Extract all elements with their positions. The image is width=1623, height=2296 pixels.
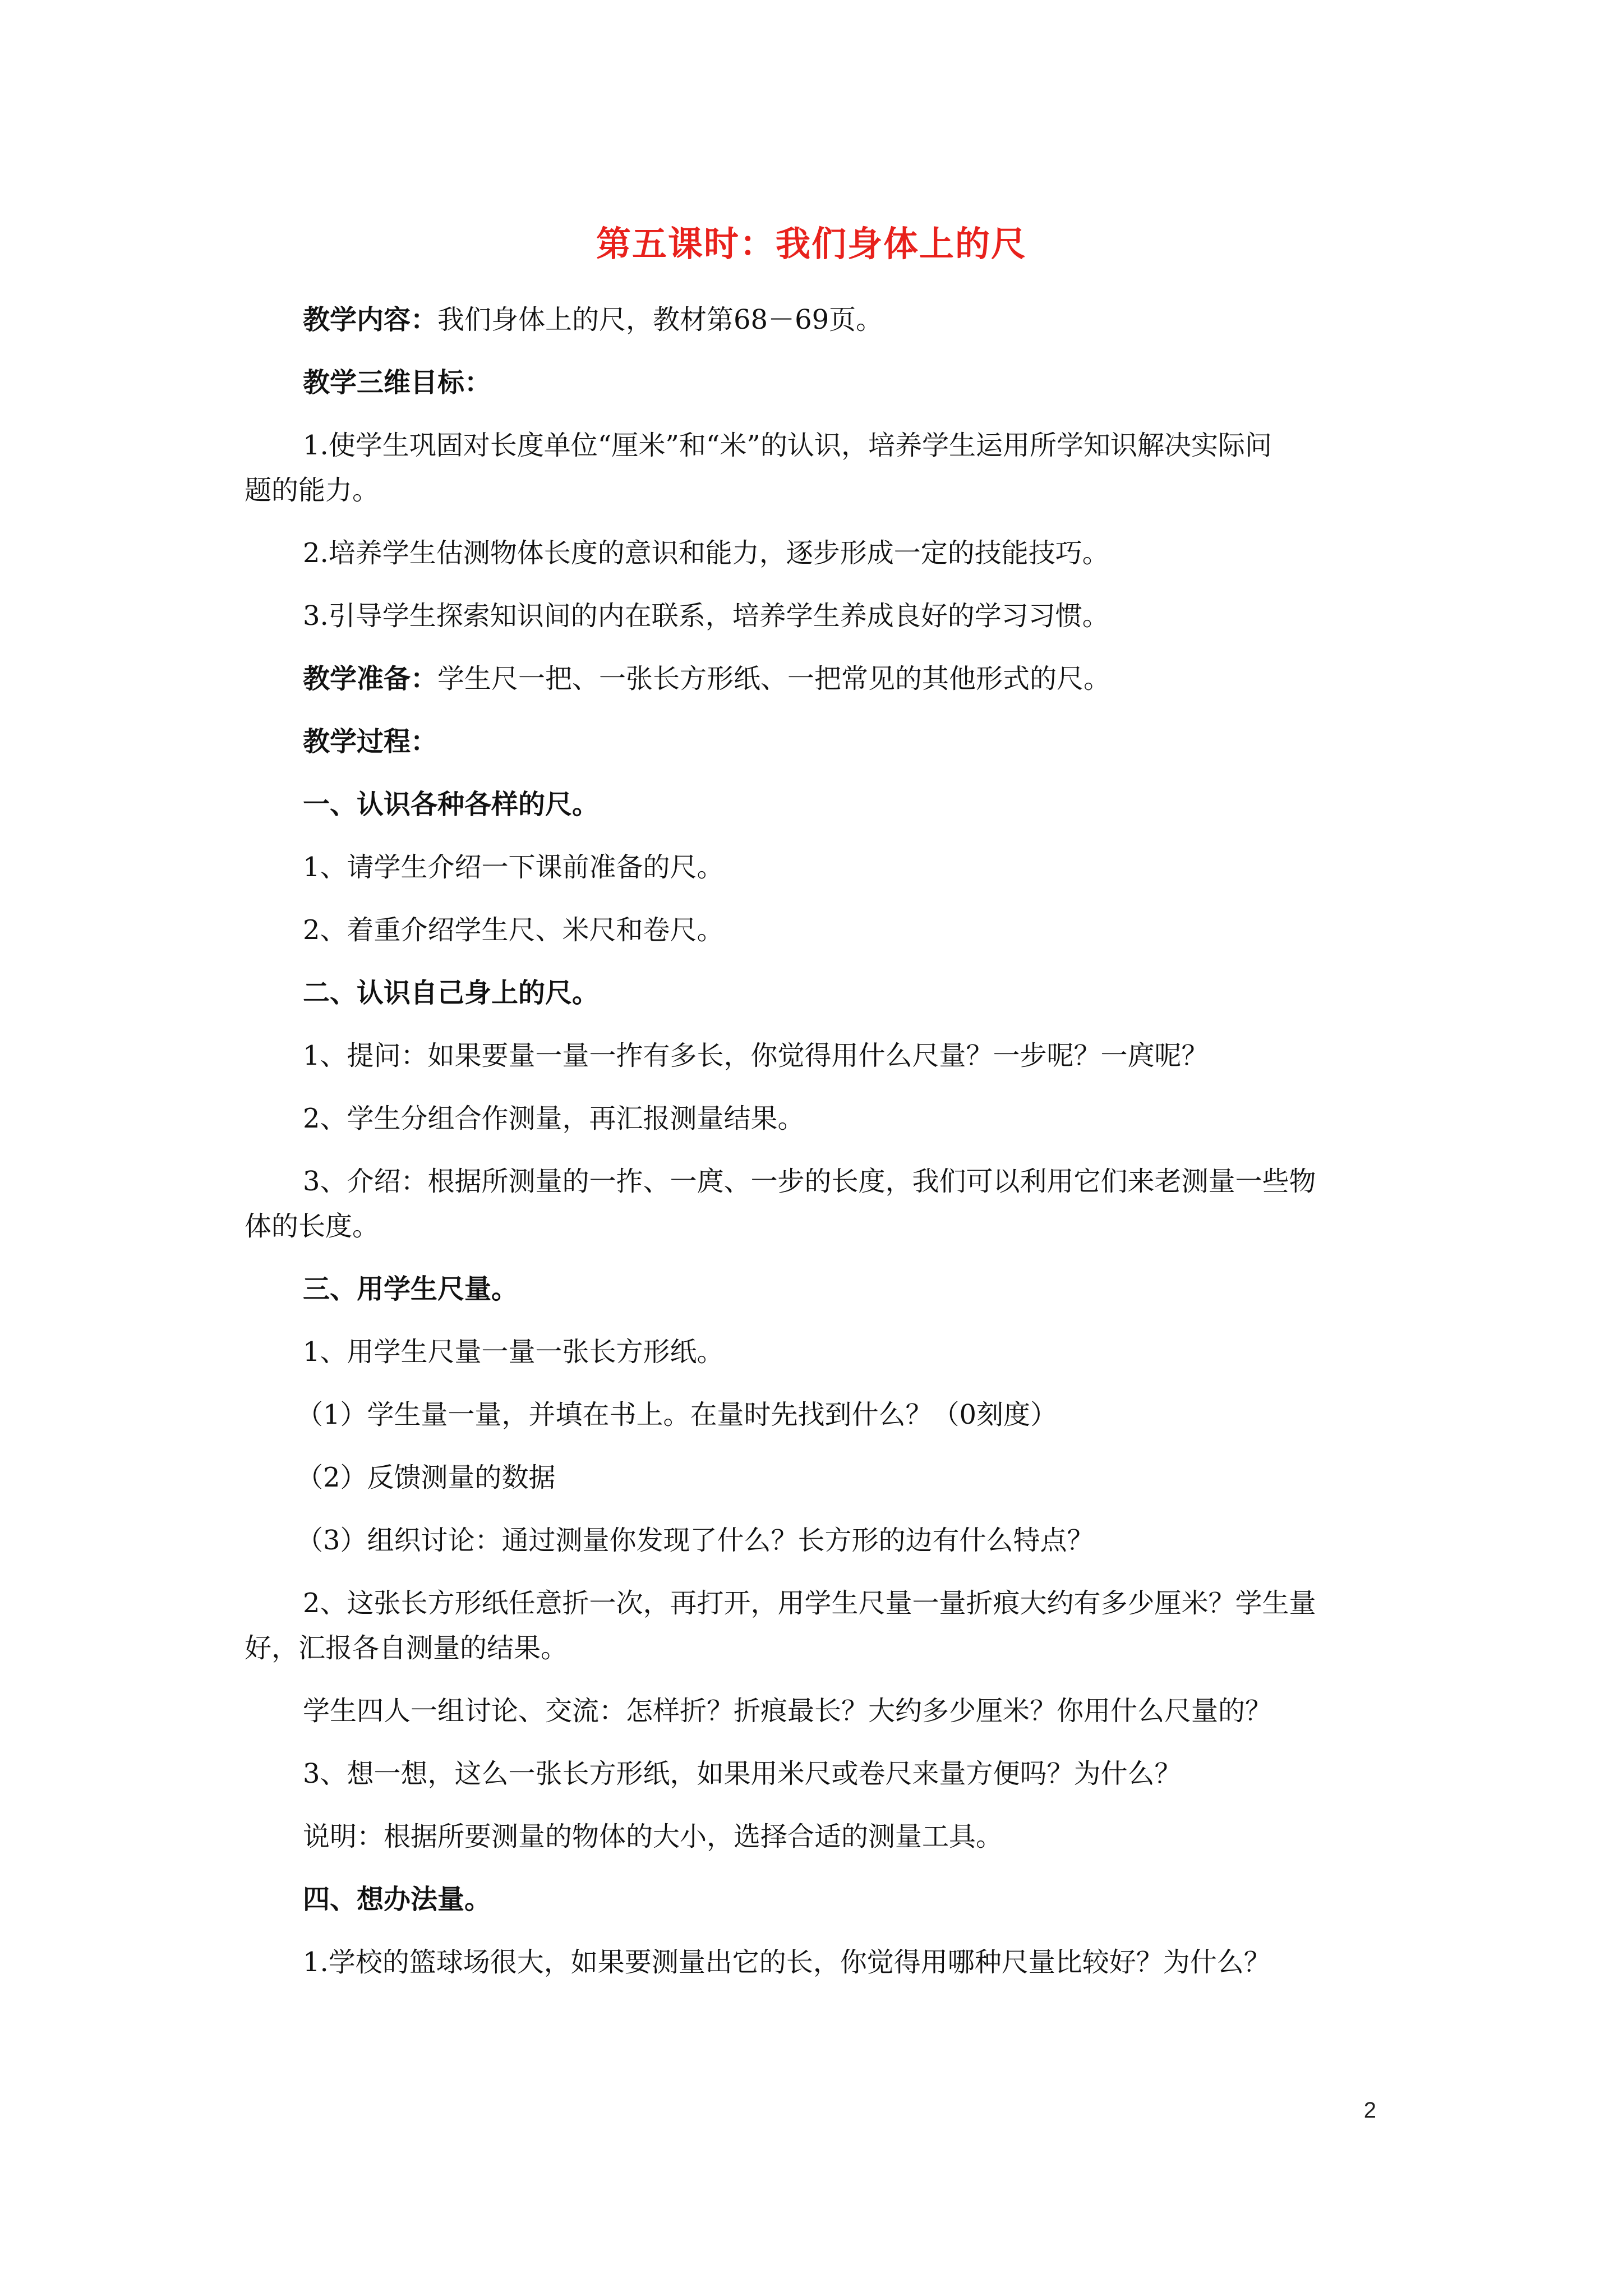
section-heading-2: [303, 970, 1385, 1015]
paragraph-text: 1、提问：如果要量一量一拃有多长，你觉得用什么尺量？一步呢？一庹呢？: [303, 1040, 1209, 1071]
paragraph-label: 教学准备：: [303, 663, 438, 694]
paragraph-item: [303, 908, 1385, 953]
paragraph-item: [303, 1940, 1385, 1985]
paragraph-preparation: [303, 656, 1385, 701]
paragraph-text: （1）学生量一量，并填在书上。在量时先找到什么？（0刻度）: [296, 1399, 1058, 1430]
paragraph-text: 1.学校的篮球场很大，如果要测量出它的长，你觉得用哪种尺量比较好？为什么？: [303, 1947, 1271, 1978]
paragraph-process-heading: [303, 719, 1385, 764]
paragraph-item: [303, 845, 1385, 890]
paragraph-item: [303, 1688, 1385, 1733]
paragraph-text: 我们身体上的尺，教材第68－69页。: [437, 304, 883, 335]
paragraph-subitem: [296, 1518, 1385, 1563]
paragraph-item: [303, 1751, 1385, 1796]
paragraph-text: 学生四人一组讨论、交流：怎样折？折痕最长？大约多少厘米？你用什么尺量的？: [303, 1695, 1272, 1727]
paragraph-text: 1.使学生巩固对长度单位“厘米”和“米”的认识，培养学生运用所学知识解决实际问: [303, 430, 1272, 461]
section-heading-text: 一、认识各种各样的尺。: [303, 789, 600, 820]
paragraph-text: 3、介绍：根据所测量的一拃、一庹、一步的长度，我们可以利用它们来老测量一些物: [303, 1166, 1316, 1197]
paragraph-text: 2、着重介绍学生尺、米尺和卷尺。: [303, 914, 724, 946]
paragraph-item: [303, 1329, 1385, 1374]
paragraph-text: 说明：根据所要测量的物体的大小，选择合适的测量工具。: [303, 1821, 1003, 1852]
paragraph-text-continued: 题的能力。: [245, 475, 380, 506]
paragraph-text: 2、学生分组合作测量，再汇报测量结果。: [303, 1103, 805, 1134]
paragraph-text: 2、这张长方形纸任意折一次，再打开，用学生尺量一量折痕大约有多少厘米？学生量: [303, 1588, 1316, 1619]
paragraph-objective-2: [303, 531, 1385, 576]
paragraph-item: [303, 1814, 1385, 1859]
paragraph-text: （2）反馈测量的数据: [296, 1462, 556, 1493]
document-body: [245, 297, 1385, 2003]
paragraph-teaching-content: [303, 297, 1385, 342]
paragraph-text-continued: 好，汇报各自测量的结果。: [245, 1632, 568, 1664]
section-heading-4: [303, 1877, 1385, 1922]
section-heading-text: 四、想办法量。: [303, 1884, 492, 1915]
page-number: 2: [1363, 2098, 1376, 2123]
paragraph-item: [303, 1033, 1385, 1078]
paragraph-text: 1、请学生介绍一下课前准备的尺。: [303, 852, 724, 883]
paragraph-subitem: [296, 1392, 1385, 1437]
paragraph-subitem: [296, 1455, 1385, 1500]
paragraph-text: 2.培养学生估测物体长度的意识和能力，逐步形成一定的技能技巧。: [303, 537, 1109, 569]
section-heading-3: [303, 1267, 1385, 1312]
paragraph-text: 3.引导学生探索知识间的内在联系，培养学生养成良好的学习习惯。: [303, 600, 1109, 632]
paragraph-text: 3、想一想，这么一张长方形纸，如果用米尺或卷尺来量方便吗？为什么？: [303, 1758, 1182, 1789]
paragraph-text: 学生尺一把、一张长方形纸、一把常见的其他形式的尺。: [437, 663, 1111, 694]
paragraph-text: （3）组织讨论：通过测量你发现了什么？长方形的边有什么特点？: [296, 1525, 1094, 1556]
paragraph-item: [245, 1581, 1385, 1671]
paragraph-objective-1: [245, 423, 1385, 513]
paragraph-text: 1、用学生尺量一量一张长方形纸。: [303, 1336, 724, 1368]
paragraph-label: 教学过程：: [303, 726, 438, 757]
paragraph-text-continued: 体的长度。: [245, 1211, 380, 1242]
page-title: 第五课时：我们身体上的尺: [596, 223, 1027, 264]
section-heading-1: [303, 782, 1385, 827]
section-heading-text: 二、认识自己身上的尺。: [303, 977, 600, 1009]
paragraph-item: [245, 1159, 1385, 1249]
section-heading-text: 三、用学生尺量。: [303, 1273, 519, 1305]
paragraph-label: 教学三维目标：: [303, 367, 492, 398]
paragraph-objectives-heading: [303, 360, 1385, 405]
paragraph-label: 教学内容：: [303, 304, 438, 335]
paragraph-objective-3: [303, 593, 1385, 638]
paragraph-item: [303, 1096, 1385, 1141]
